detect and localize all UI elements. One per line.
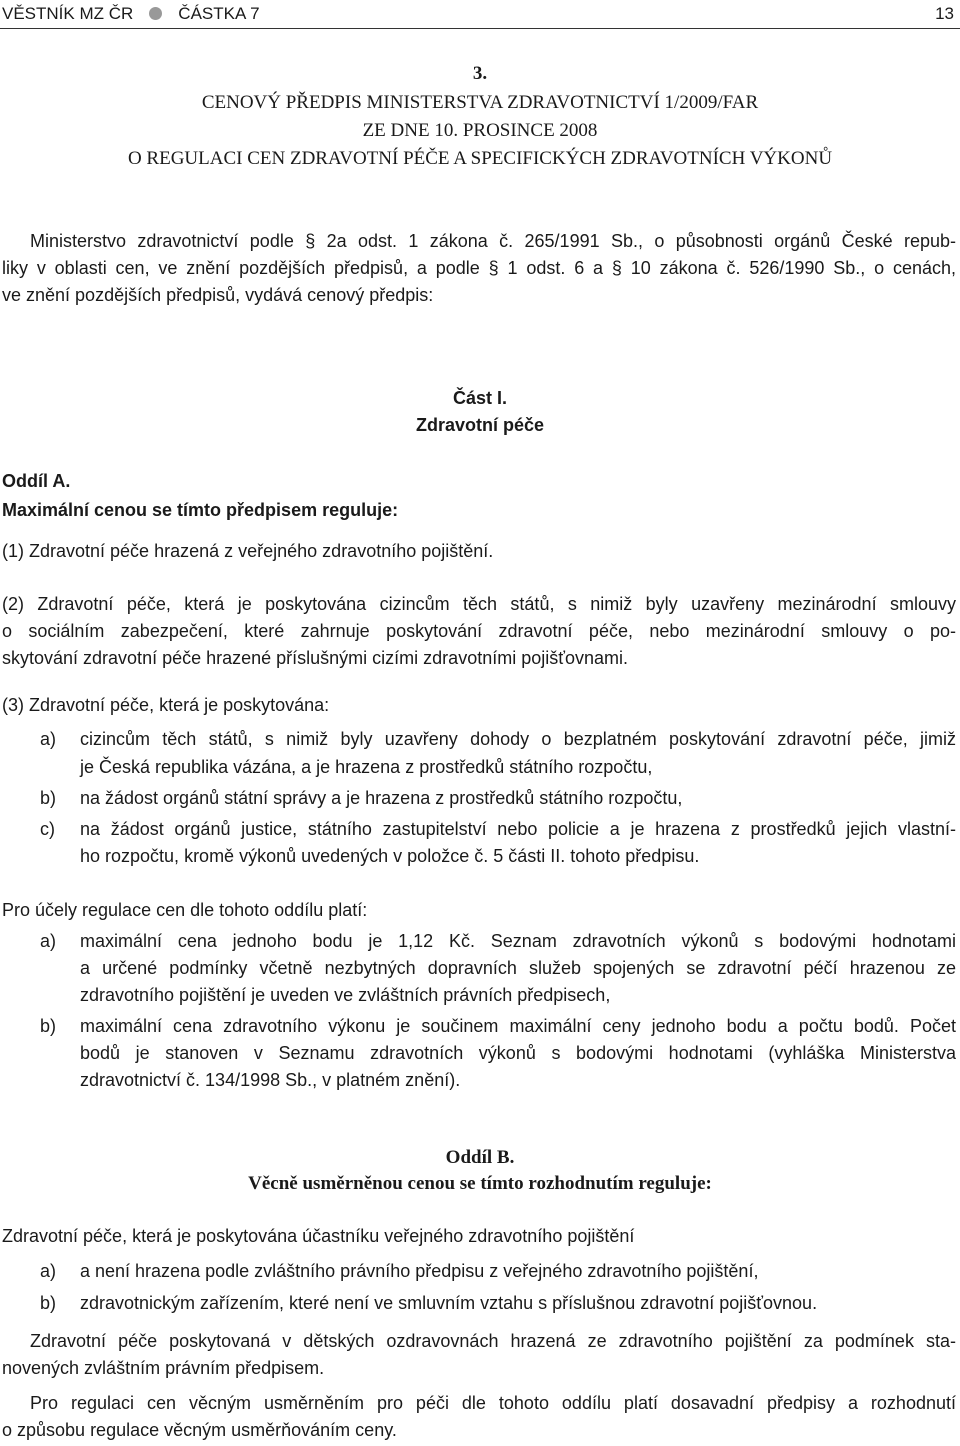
item-a-label: a) [40, 729, 57, 749]
bullet-icon [149, 7, 162, 20]
intro-line-1: Ministerstvo zdravotnictví podle § 2a odst. 1 zákona č. 265/1991 Sb., o působnosti orgánů České repub- [30, 231, 956, 251]
section-b-item-b-text: zdravotnickým zařízením, které není ve smluvním vztahu s příslušnou zdravotní pojišťovnou. [80, 1293, 818, 1313]
page-number: 13 [935, 4, 954, 23]
rule-a-label: a) [40, 931, 57, 951]
item-b-label: b) [40, 788, 57, 808]
paragraph-2-line-1: (2) Zdravotní péče, která je poskytována cizincům těch států, s nimiž byly uzavřeny mezinárodní smlouvy [2, 594, 956, 614]
rule-a-line-2: a určené podmínky včetně nezbytných dopravních služeb spojených se zdravotní péčí hrazenou ze [80, 958, 956, 978]
item-c-line-1: na žádost orgánů justice, státního zastupitelství nebo policie a je hrazena z prostředků jejich vlastní- [80, 819, 956, 839]
paragraph-1: (1) Zdravotní péče hrazená z veřejného zdravotního pojištění. [2, 541, 494, 561]
part-subheading: Zdravotní péče [415, 415, 545, 435]
section-b-item-a-label: a) [40, 1261, 57, 1281]
item-c-label: c) [40, 819, 55, 839]
title-line-3: O REGULACI CEN ZDRAVOTNÍ PÉČE A SPECIFICKÝCH ZDRAVOTNÍCH VÝKONŮ [127, 148, 833, 169]
title-line-1: CENOVÝ PŘEDPIS MINISTERSTVA ZDRAVOTNICTVÍ 1/2009/FAR [201, 92, 759, 113]
section-a-heading: Oddíl A. [2, 471, 71, 491]
paragraph-2-line-3: skytování zdravotní péče hrazené příslušnými cizími zdravotními pojišťovnami. [2, 648, 629, 668]
rule-b-line-2: bodů je stanoven v Seznamu zdravotních výkonů s bodovými hodnotami (vyhláška Ministerstva [80, 1043, 956, 1063]
section-b-para-2-line-2: o způsobu regulace věcným usměrňováním ceny. [2, 1420, 397, 1440]
section-b-heading: Oddíl B. [445, 1147, 515, 1168]
section-b-para-1-line-2: novených zvláštním právním předpisem. [2, 1358, 325, 1378]
rule-a-line-1: maximální cena jednoho bodu je 1,12 Kč. Seznam zdravotních výkonů s bodovými hodnotami [80, 931, 956, 951]
section-b-item-a-text: a není hrazena podle zvláštního právního předpisu z veřejného zdravotního pojištění, [80, 1261, 759, 1281]
item-a-line-1: cizincům těch států, s nimiž byly uzavřeny dohody o bezplatném poskytování zdravotní péče, jimiž [80, 729, 956, 749]
section-b-item-b-label: b) [40, 1293, 57, 1313]
rule-b-line-1: maximální cena zdravotního výkonu je součinem maximální ceny jednoho bodu a počtu bodů. Počet [80, 1016, 956, 1036]
issue-part: ČÁSTKA 7 [178, 4, 260, 23]
item-a-line-2: je Česká republika vázána, a je hrazena z prostředků státního rozpočtu, [80, 757, 653, 777]
document-number: 3. [472, 63, 488, 84]
running-header [0, 0, 960, 32]
rule-b-line-3: zdravotnictví č. 134/1998 Sb., v platném znění). [80, 1070, 461, 1090]
header-rule [0, 28, 960, 29]
paragraph-3: (3) Zdravotní péče, která je poskytována: [2, 695, 330, 715]
paragraph-2-line-2: o sociálním zabezpečení, které zahrnuje poskytování zdravotní péče, nebo mezinárodní smlouvy o po- [2, 621, 956, 641]
item-b-line-1: na žádost orgánů státní správy a je hrazena z prostředků státního rozpočtu, [80, 788, 683, 808]
header-left [2, 4, 260, 24]
section-a-subheading: Maximální cenou se tímto předpisem reguluje: [2, 500, 399, 520]
section-b-intro: Zdravotní péče, která je poskytována účastníku veřejného zdravotního pojištění [2, 1226, 635, 1246]
title-line-2: ZE DNE 10. PROSINCE 2008 [362, 120, 598, 141]
intro-line-2: liky v oblasti cen, ve znění pozdějších předpisů, a podle § 1 odst. 6 a § 10 zákona č. 526/1990 Sb., o cenách, [2, 258, 956, 278]
intro-line-3: ve znění pozdějších předpisů, vydává cenový předpis: [2, 285, 434, 305]
rule-b-label: b) [40, 1016, 57, 1036]
purpose-line: Pro účely regulace cen dle tohoto oddílu platí: [2, 900, 368, 920]
section-b-subheading: Věcně usměrněnou cenou se tímto rozhodnutím reguluje: [248, 1173, 712, 1194]
item-c-line-2: ho rozpočtu, kromě výkonů uvedených v položce č. 5 části II. tohoto předpisu. [80, 846, 700, 866]
rule-a-line-3: zdravotního pojištění je uveden ve zvláštních právních předpisech, [80, 985, 611, 1005]
section-b-para-2-line-1: Pro regulaci cen věcným usměrněním pro péči dle tohoto oddílu platí dosavadní předpisy a rozhodnutí [30, 1393, 956, 1413]
journal-name: VĚSTNÍK MZ ČR [2, 4, 134, 23]
section-b-para-1-line-1: Zdravotní péče poskytovaná v dětských ozdravovnách hrazená ze zdravotního pojištění za podmínek sta- [30, 1331, 956, 1351]
part-heading: Část I. [452, 388, 508, 408]
